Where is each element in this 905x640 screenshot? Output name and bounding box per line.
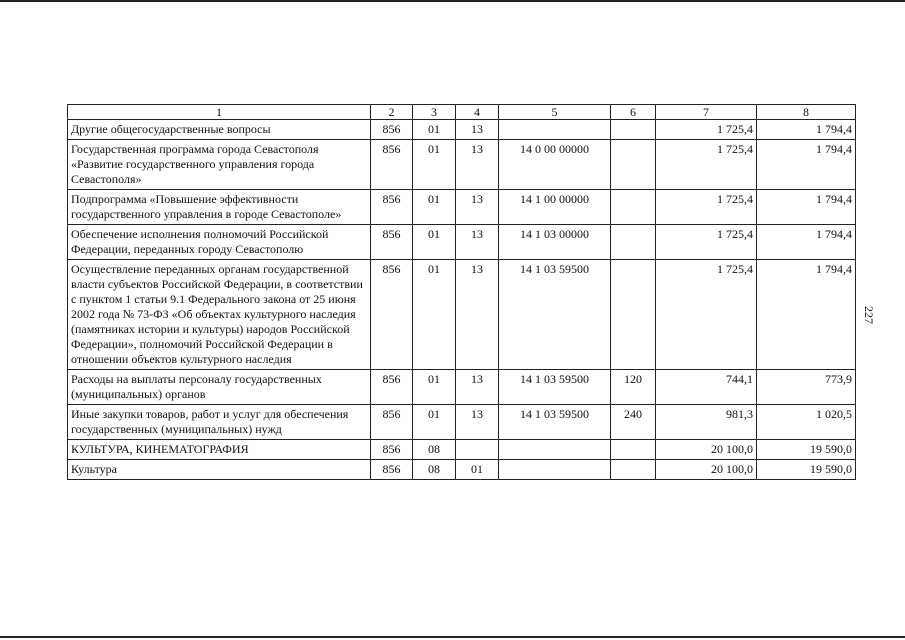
row-vr <box>611 440 656 460</box>
table-row <box>68 225 856 260</box>
row-csr: 14 0 00 00000 <box>499 140 611 190</box>
row-name: КУЛЬТУРА, КИНЕМАТОГРАФИЯ <box>68 440 371 460</box>
row-pr: 13 <box>456 225 499 260</box>
row-rz: 01 <box>413 120 456 140</box>
row-ved: 856 <box>371 260 413 370</box>
row-rz: 01 <box>413 140 456 190</box>
row-csr <box>499 460 611 480</box>
header-col-7: 7 <box>656 105 757 120</box>
row-name: Обеспечение исполнения полномочий Российской Федерации, переданных городу Севастополю <box>68 225 371 260</box>
row-amount-year2: 1 020,5 <box>757 405 856 440</box>
row-csr: 14 1 03 59500 <box>499 370 611 405</box>
row-amount-year1: 1 725,4 <box>656 120 757 140</box>
row-pr: 13 <box>456 140 499 190</box>
row-vr <box>611 190 656 225</box>
row-name: Государственная программа города Севастополя «Развитие государственного управления города Севастополя» <box>68 140 371 190</box>
table-row <box>68 460 856 480</box>
header-col-5: 5 <box>499 105 611 120</box>
row-amount-year1: 981,3 <box>656 405 757 440</box>
row-vr: 240 <box>611 405 656 440</box>
header-col-4: 4 <box>456 105 499 120</box>
table-row <box>68 260 856 370</box>
row-vr <box>611 225 656 260</box>
row-amount-year2: 1 794,4 <box>757 190 856 225</box>
row-ved: 856 <box>371 370 413 405</box>
row-csr: 14 1 03 59500 <box>499 260 611 370</box>
row-ved: 856 <box>371 405 413 440</box>
row-ved: 856 <box>371 140 413 190</box>
row-pr: 13 <box>456 190 499 225</box>
row-ved: 856 <box>371 460 413 480</box>
row-amount-year1: 744,1 <box>656 370 757 405</box>
row-amount-year1: 1 725,4 <box>656 225 757 260</box>
row-ved: 856 <box>371 440 413 460</box>
header-col-3: 3 <box>413 105 456 120</box>
row-name: Осуществление переданных органам государственной власти субъектов Российской Федерации, в соответствии с пунктом 1 статьи 9.1 Федерального закона от 25 июня 2002 года № 73-ФЗ «Об объектах культурного наследия (памятниках истории и культуры) народов Российской Федерации», полномочий Российской Федерации в отношении объектов культурного наследия <box>68 260 371 370</box>
row-csr <box>499 120 611 140</box>
row-amount-year1: 20 100,0 <box>656 440 757 460</box>
row-amount-year2: 773,9 <box>757 370 856 405</box>
row-vr: 120 <box>611 370 656 405</box>
budget-table <box>67 104 856 480</box>
table-row <box>68 440 856 460</box>
row-amount-year1: 20 100,0 <box>656 460 757 480</box>
row-pr: 13 <box>456 260 499 370</box>
header-col-1: 1 <box>68 105 371 120</box>
table-row <box>68 140 856 190</box>
row-amount-year2: 1 794,4 <box>757 260 856 370</box>
table-row <box>68 190 856 225</box>
row-name: Расходы на выплаты персоналу государственных (муниципальных) органов <box>68 370 371 405</box>
page-number: 227 <box>862 306 876 324</box>
row-rz: 08 <box>413 460 456 480</box>
row-rz: 01 <box>413 260 456 370</box>
row-ved: 856 <box>371 190 413 225</box>
row-rz: 01 <box>413 190 456 225</box>
row-rz: 01 <box>413 405 456 440</box>
row-name: Иные закупки товаров, работ и услуг для обеспечения государственных (муниципальных) нужд <box>68 405 371 440</box>
row-vr <box>611 140 656 190</box>
row-amount-year2: 1 794,4 <box>757 225 856 260</box>
row-ved: 856 <box>371 120 413 140</box>
row-amount-year1: 1 725,4 <box>656 190 757 225</box>
header-col-2: 2 <box>371 105 413 120</box>
header-col-8: 8 <box>757 105 856 120</box>
header-col-6: 6 <box>611 105 656 120</box>
table-row <box>68 120 856 140</box>
row-pr <box>456 440 499 460</box>
row-amount-year1: 1 725,4 <box>656 140 757 190</box>
row-csr: 14 1 03 59500 <box>499 405 611 440</box>
row-csr: 14 1 00 00000 <box>499 190 611 225</box>
row-rz: 01 <box>413 370 456 405</box>
row-pr: 13 <box>456 405 499 440</box>
row-vr <box>611 120 656 140</box>
row-rz: 01 <box>413 225 456 260</box>
row-pr: 01 <box>456 460 499 480</box>
row-name: Подпрограмма «Повышение эффективности государственного управления в городе Севастополе» <box>68 190 371 225</box>
row-amount-year2: 19 590,0 <box>757 440 856 460</box>
table-row <box>68 370 856 405</box>
row-vr <box>611 260 656 370</box>
row-name: Другие общегосударственные вопросы <box>68 120 371 140</box>
row-amount-year2: 1 794,4 <box>757 140 856 190</box>
table-header-row <box>68 105 856 120</box>
row-pr: 13 <box>456 120 499 140</box>
row-ved: 856 <box>371 225 413 260</box>
row-amount-year2: 19 590,0 <box>757 460 856 480</box>
row-amount-year1: 1 725,4 <box>656 260 757 370</box>
row-name: Культура <box>68 460 371 480</box>
top-border-line <box>0 0 905 2</box>
row-amount-year2: 1 794,4 <box>757 120 856 140</box>
row-pr: 13 <box>456 370 499 405</box>
row-csr: 14 1 03 00000 <box>499 225 611 260</box>
table-row <box>68 405 856 440</box>
bottom-border-line <box>0 636 905 638</box>
row-vr <box>611 460 656 480</box>
row-rz: 08 <box>413 440 456 460</box>
row-csr <box>499 440 611 460</box>
